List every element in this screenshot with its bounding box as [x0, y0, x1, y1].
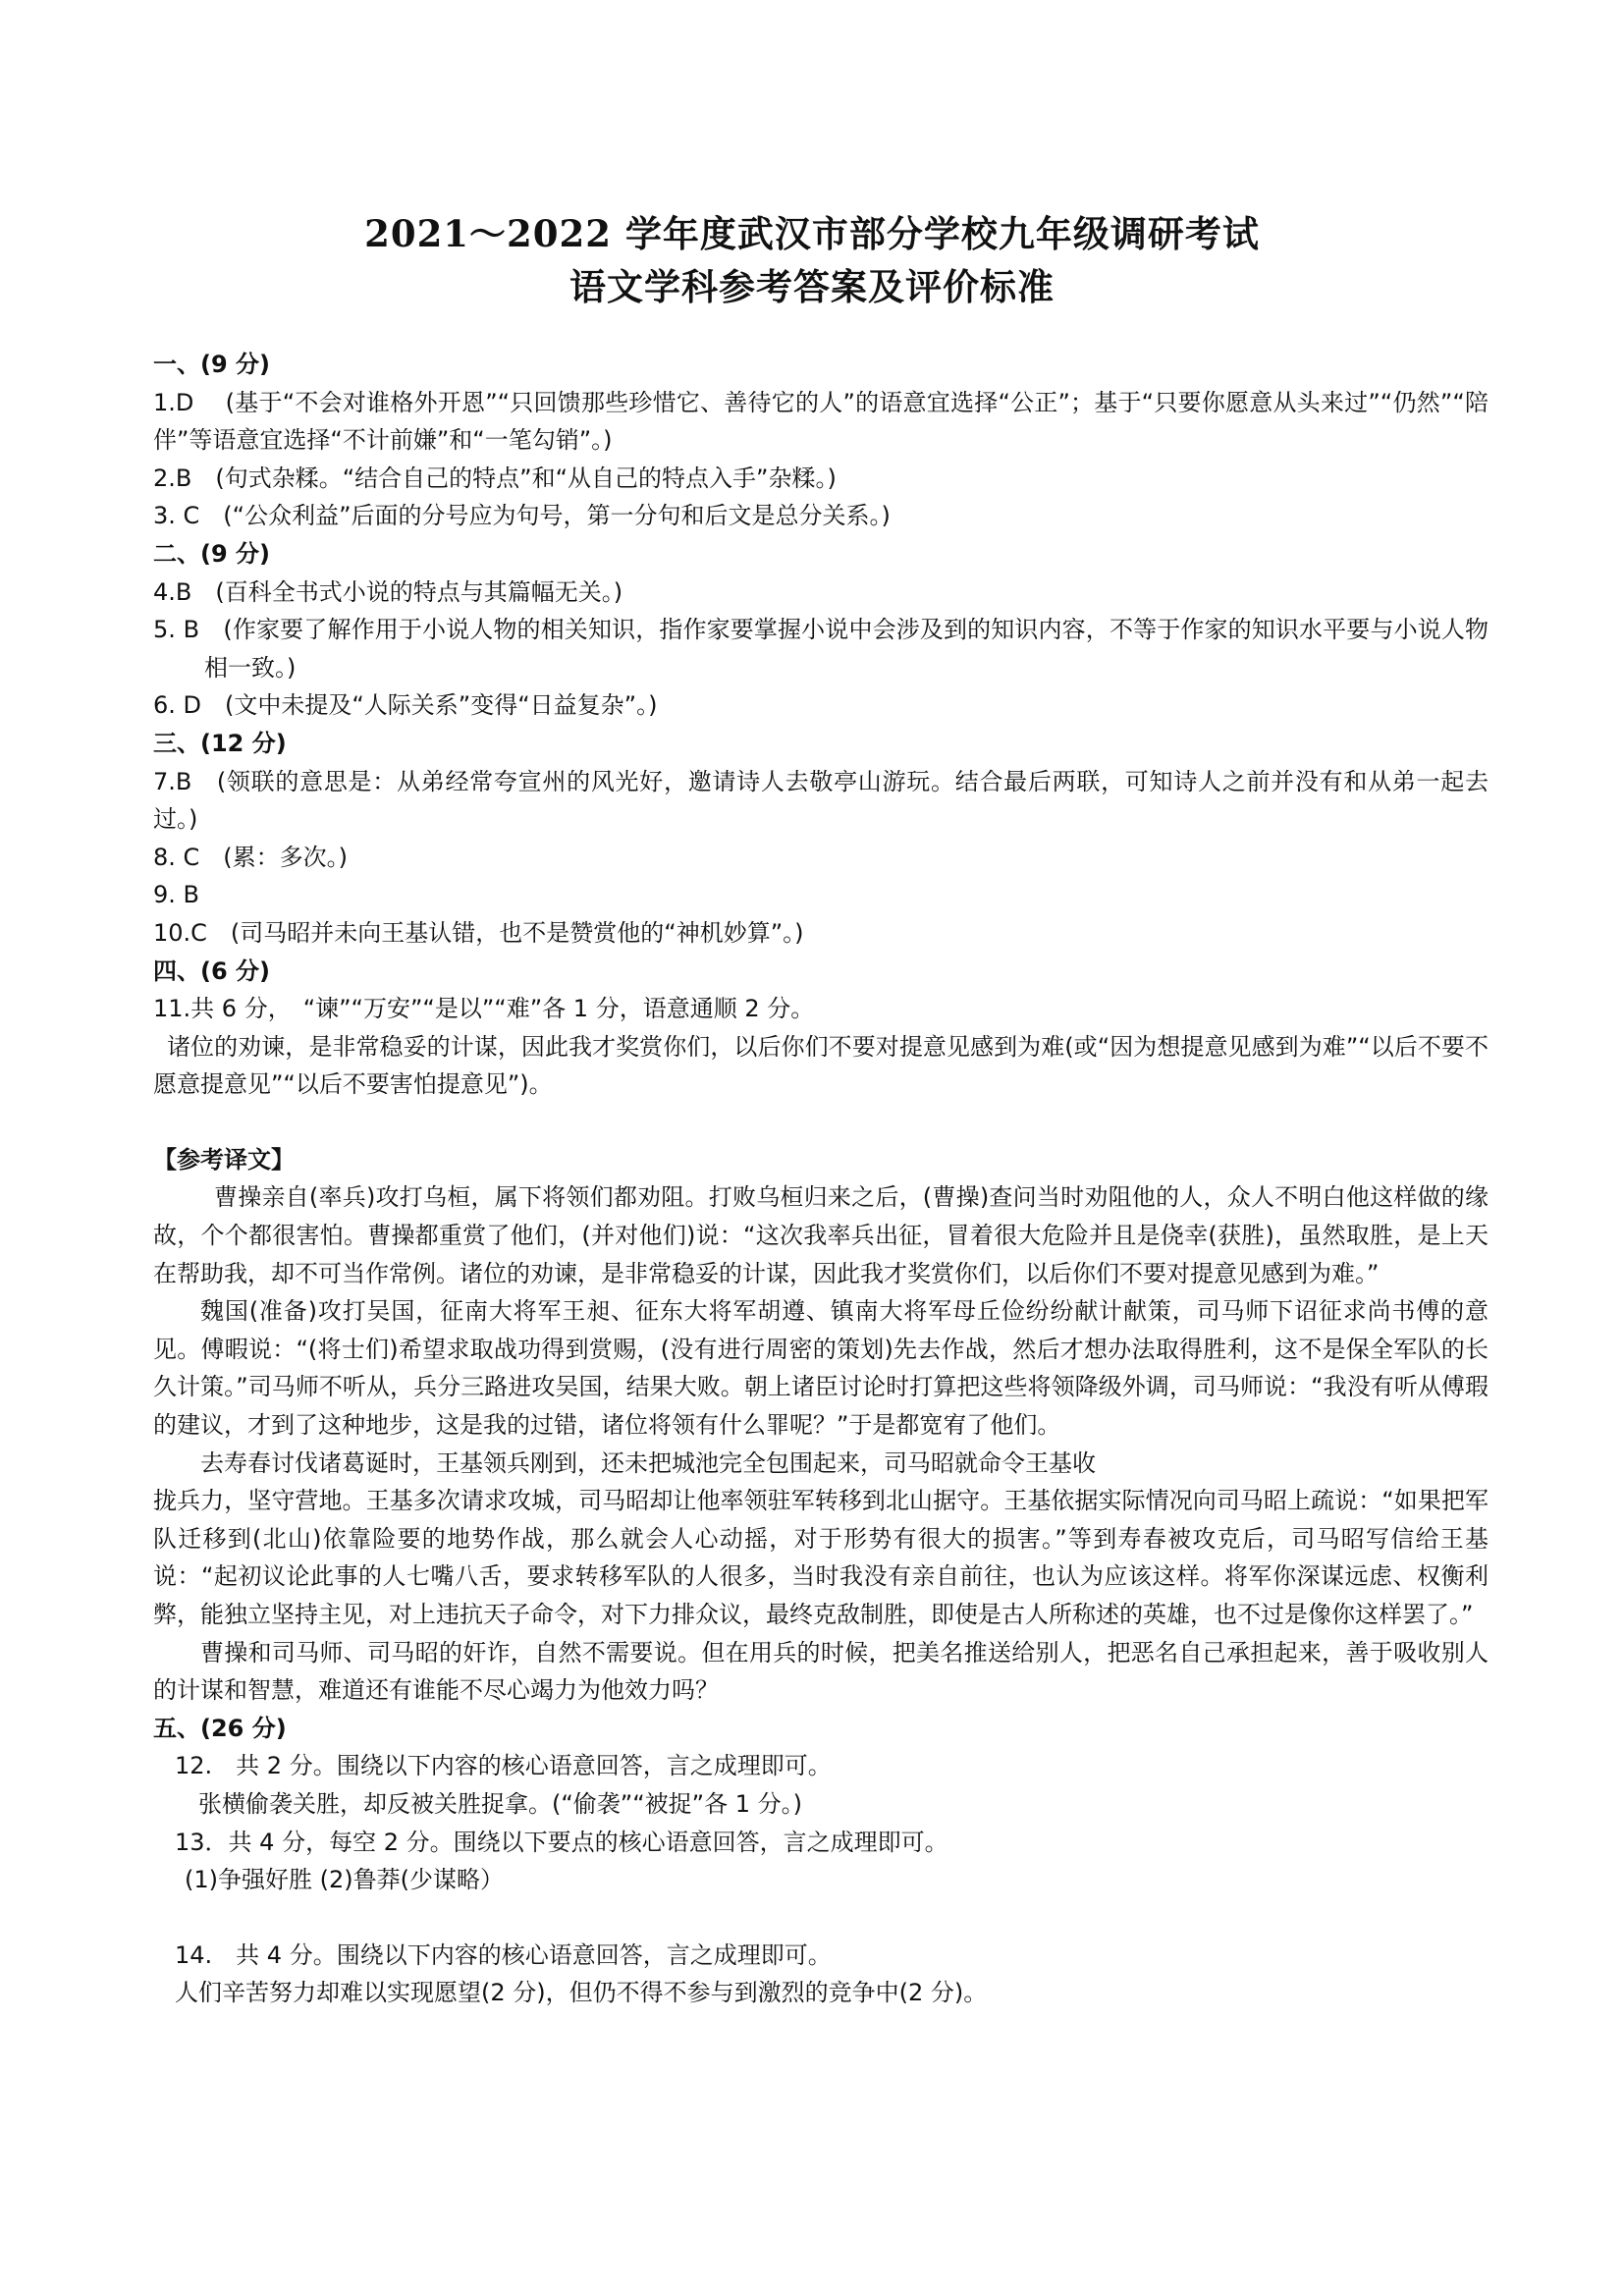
answer-q11-translation: 诸位的劝谏，是非常稳妥的计谋，因此我才奖赏你们，以后你们不要对提意见感到为难(或“因为想提意见感到为难”“以后不要不愿意提意见”“以后不要害怕提意见”)。: [153, 1032, 1489, 1099]
translation-heading: 【参考译文】: [153, 1145, 295, 1174]
answer-q7: 7.B (领联的意思是：从弟经常夸宣州的风光好，邀请诗人去敬亭山游玩。结合最后两联，可知诗人之前并没有和从弟一起去过。): [153, 767, 1489, 834]
answer-q6: 6. D (文中未提及“人际关系”变得“日益复杂”。): [153, 691, 658, 720]
answer-q5: 5. B (作家要了解作用于小说人物的相关知识，指作家要掌握小说中会涉及到的知识内容，不等于作家的知识水平要与小说人物相一致。): [153, 616, 1489, 682]
answer-q8: 8. C (累：多次。): [153, 843, 349, 871]
translation-paragraph-4: 曹操和司马师、司马昭的奸诈，自然不需要说。但在用兵的时候，把美名推送给别人，把恶名自己承担起来，善于吸收别人的计谋和智慧，难道还有谁能不尽心竭力为他效力吗？: [153, 1638, 1489, 1705]
section-heading-4: 四、(6 分): [153, 956, 270, 985]
answer-q9: 9. B: [153, 881, 199, 909]
answer-q11: 11.共 6 分， “谏”“万安”“是以”“难”各 1 分，语意通顺 2 分。: [153, 995, 815, 1023]
answer-q12-answer: 张横偷袭关胜，却反被关胜捉拿。(“偷袭”“被捉”各 1 分。): [198, 1789, 802, 1818]
answer-q12: 12. 共 2 分。围绕以下内容的核心语意回答，言之成理即可。: [175, 1752, 832, 1780]
translation-paragraph-3a: 去寿春讨伐诸葛诞时，王基领兵刚到，还未把城池完全包围起来，司马昭就命令王基收: [200, 1448, 1096, 1477]
answer-q14: 14. 共 4 分。围绕以下内容的核心语意回答，言之成理即可。: [175, 1940, 832, 1969]
answer-q4: 4.B (百科全书式小说的特点与其篇幅无关。): [153, 577, 623, 606]
answer-q14-answer: 人们辛苦努力却难以实现愿望(2 分)，但仍不得不参与到激烈的竞争中(2 分)。: [175, 1979, 988, 2007]
section-heading-2: 二、(9 分): [153, 539, 270, 568]
section-heading-5: 五、(26 分): [153, 1714, 287, 1742]
spacer: [153, 1899, 1489, 1937]
section-heading-1: 一、(9 分): [153, 351, 270, 378]
translation-paragraph-2: 魏国(准备)攻打吴国，征南大将军王昶、征东大将军胡遵、镇南大将军母丘俭纷纷献计献策，司马师下诏征求尚书傅的意见。傅暇说：“(将士们)希望求取战功得到赏赐，(没有进行周密的策划)先去作战，然后才想办法取得胜利，这不是保全军队的长久计策。”司马师不听从，兵分三路进攻吴国，结果大败。朝上诸臣讨论时打算把这些将领降级外调，司马师说：“我没有听从傅瑕的建议，才到了这种地步，这是我的过错，诸位将领有什么罪呢？”于是都宽宥了他们。: [153, 1297, 1489, 1440]
answer-q13: 13．共 4 分，每空 2 分。围绕以下要点的核心语意回答，言之成理即可。: [175, 1828, 948, 1856]
translation-paragraph-1: 曹操亲自(率兵)攻打乌桓，属下将领们都劝阻。打败乌桓归来之后，(曹操)查问当时劝阻他的人，众人不明白他这样做的缘故，个个都很害怕。曹操都重赏了他们，(并对他们)说：“这次我率兵出征，冒着很大危险并且是侥幸(获胜)，虽然取胜，是上天在帮助我，却不可当作常例。诸位的劝谏，是非常稳妥的计谋，因此我才奖赏你们，以后你们不要对提意见感到为难。”: [153, 1183, 1489, 1287]
page-subtitle: 语文学科参考答案及评价标准: [569, 265, 1055, 308]
section-heading-3: 三、(12 分): [153, 729, 287, 757]
spacer: [153, 1104, 1489, 1141]
answer-content: [153, 346, 1489, 2012]
answer-q13-answer: (1)争强好胜 (2)鲁莽(少谋略）: [185, 1866, 504, 1894]
answer-q2: 2.B (句式杂糅。“结合自己的特点”和“从自己的特点入手”杂糅。): [153, 464, 837, 492]
page-title: 2021～2022 学年度武汉市部分学校九年级调研考试: [364, 212, 1260, 255]
translation-paragraph-3b: 拢兵力，坚守营地。王基多次请求攻城，司马昭却让他率领驻军转移到北山据守。王基依据实际情况向司马昭上疏说：“如果把军队迁移到(北山)依靠险要的地势作战，那么就会人心动摇，对于形势有很大的损害。”等到寿春被攻克后，司马昭写信给王基说：“起初议论此事的人七嘴八舌，要求转移军队的人很多，当时我没有亲自前往，也认为应该这样。将军你深谋远虑、权衡利弊，能独立坚持主见，对上违抗天子命令，对下力排众议，最终克敌制胜，即使是古人所称述的英雄，也不过是像你这样罢了。”: [153, 1487, 1489, 1628]
answer-q3: 3. C (“公众利益”后面的分号应为句号，第一分句和后文是总分关系。): [153, 502, 891, 530]
answer-q1: 1.D (基于“不会对谁格外开恩”“只回馈那些珍惜它、善待它的人”的语意宜选择“公正”；基于“只要你愿意从头来过”“仍然”“陪伴”等语意宜选择“不计前嫌”和“一笔勾销”。): [153, 388, 1489, 455]
answer-q10: 10.C (司马昭并未向王基认错，也不是赞赏他的“神机妙算”。): [153, 918, 804, 947]
